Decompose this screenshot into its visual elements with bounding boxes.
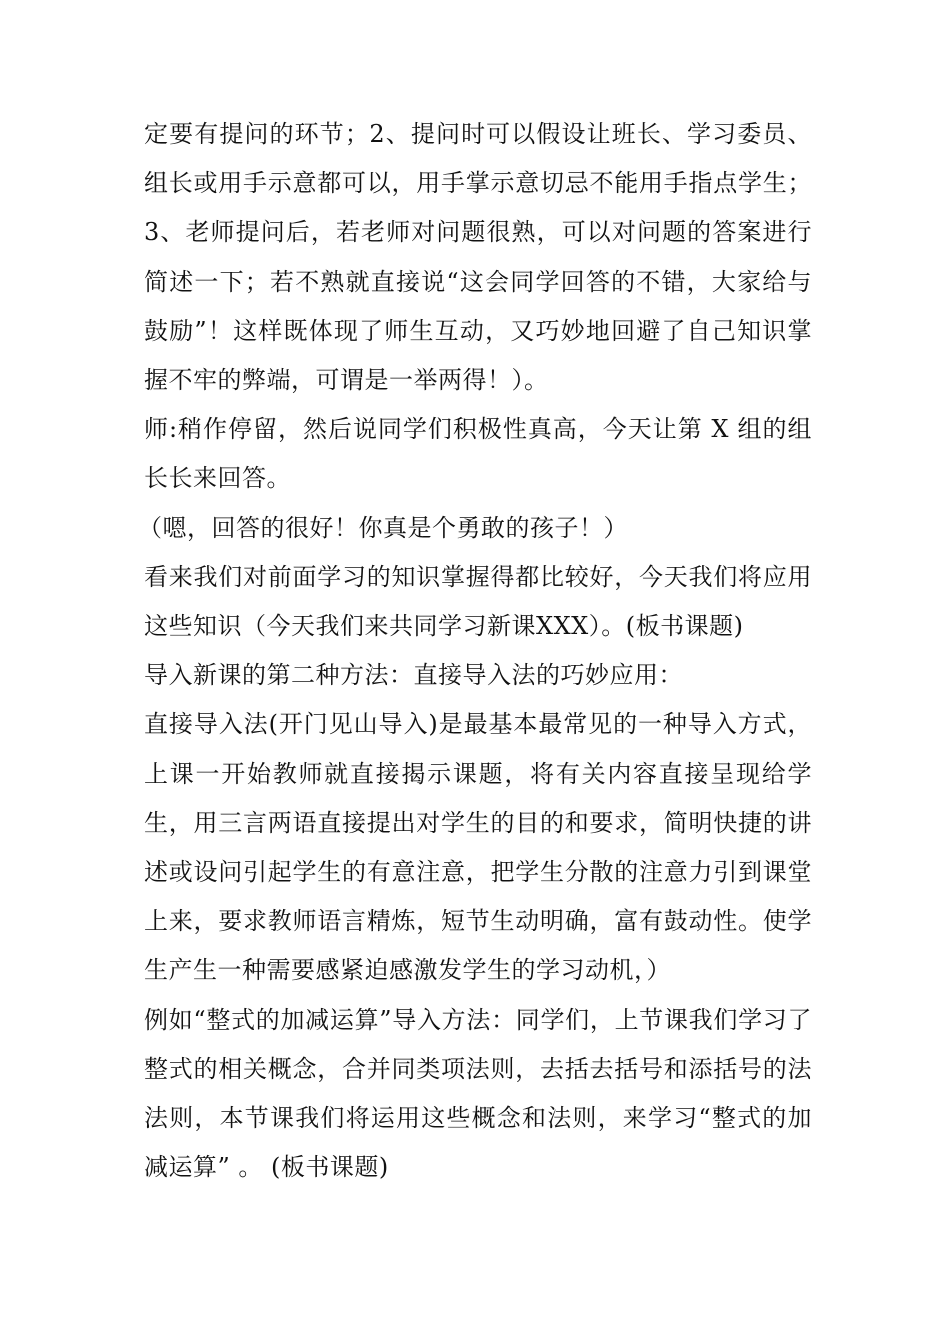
paragraph-praise: （嗯，回答的很好！你真是个勇敢的孩子！）: [138, 513, 628, 542]
paragraph-apply-knowledge: 看来我们对前面学习的知识掌握得都比较好，今天我们将应用这些知识（今天我们来共同学习新课XXX）。(板书课题): [144, 562, 812, 641]
paragraph-teacher-pause: 师:稍作停留，然后说同学们积极性真高，今天让第 X 组的组长长来回答。: [144, 415, 812, 493]
paragraph-example: 例如“整式的加减运算”导入方法：同学们，上节课我们学习了整式的相关概念，合并同类项法则，去括去括号和添括号的法法则，本节课我们将运用这些概念和法则，来学习“整式的加减运算” 。 (板书课题): [144, 1005, 812, 1182]
paragraph-questioning-tips: 定要有提问的环节；2、提问时可以假设让班长、学习委员、组长或用手示意都可以，用手掌示意切忌不能用手指点学生；3、老师提问后，若老师对问题很熟，可以对问题的答案进行简述一下；若不熟就直接说“这会同学回答的不错，大家给与鼓励”！这样既体现了师生互动，又巧妙地回避了自己知识掌握不牢的弊端，可谓是一举两得！）。: [144, 120, 812, 395]
document-body: [138, 110, 812, 1192]
paragraph-direct-introduction: 直接导入法(开门见山导入)是最基本最常见的一种导入方式，上课一开始教师就直接揭示课题，将有关内容直接呈现给学生，用三言两语直接提出对学生的目的和要求，简明快捷的讲述或设问引起学生的有意注意，把学生分散的注意力引到课堂上来，要求教师语言精炼，短节生动明确，富有鼓动性。使学生产生一种需要感紧迫感激发学生的学习动机，）: [144, 710, 812, 985]
paragraph-method-two-heading: 导入新课的第二种方法：直接导入法的巧妙应用：: [144, 661, 683, 690]
